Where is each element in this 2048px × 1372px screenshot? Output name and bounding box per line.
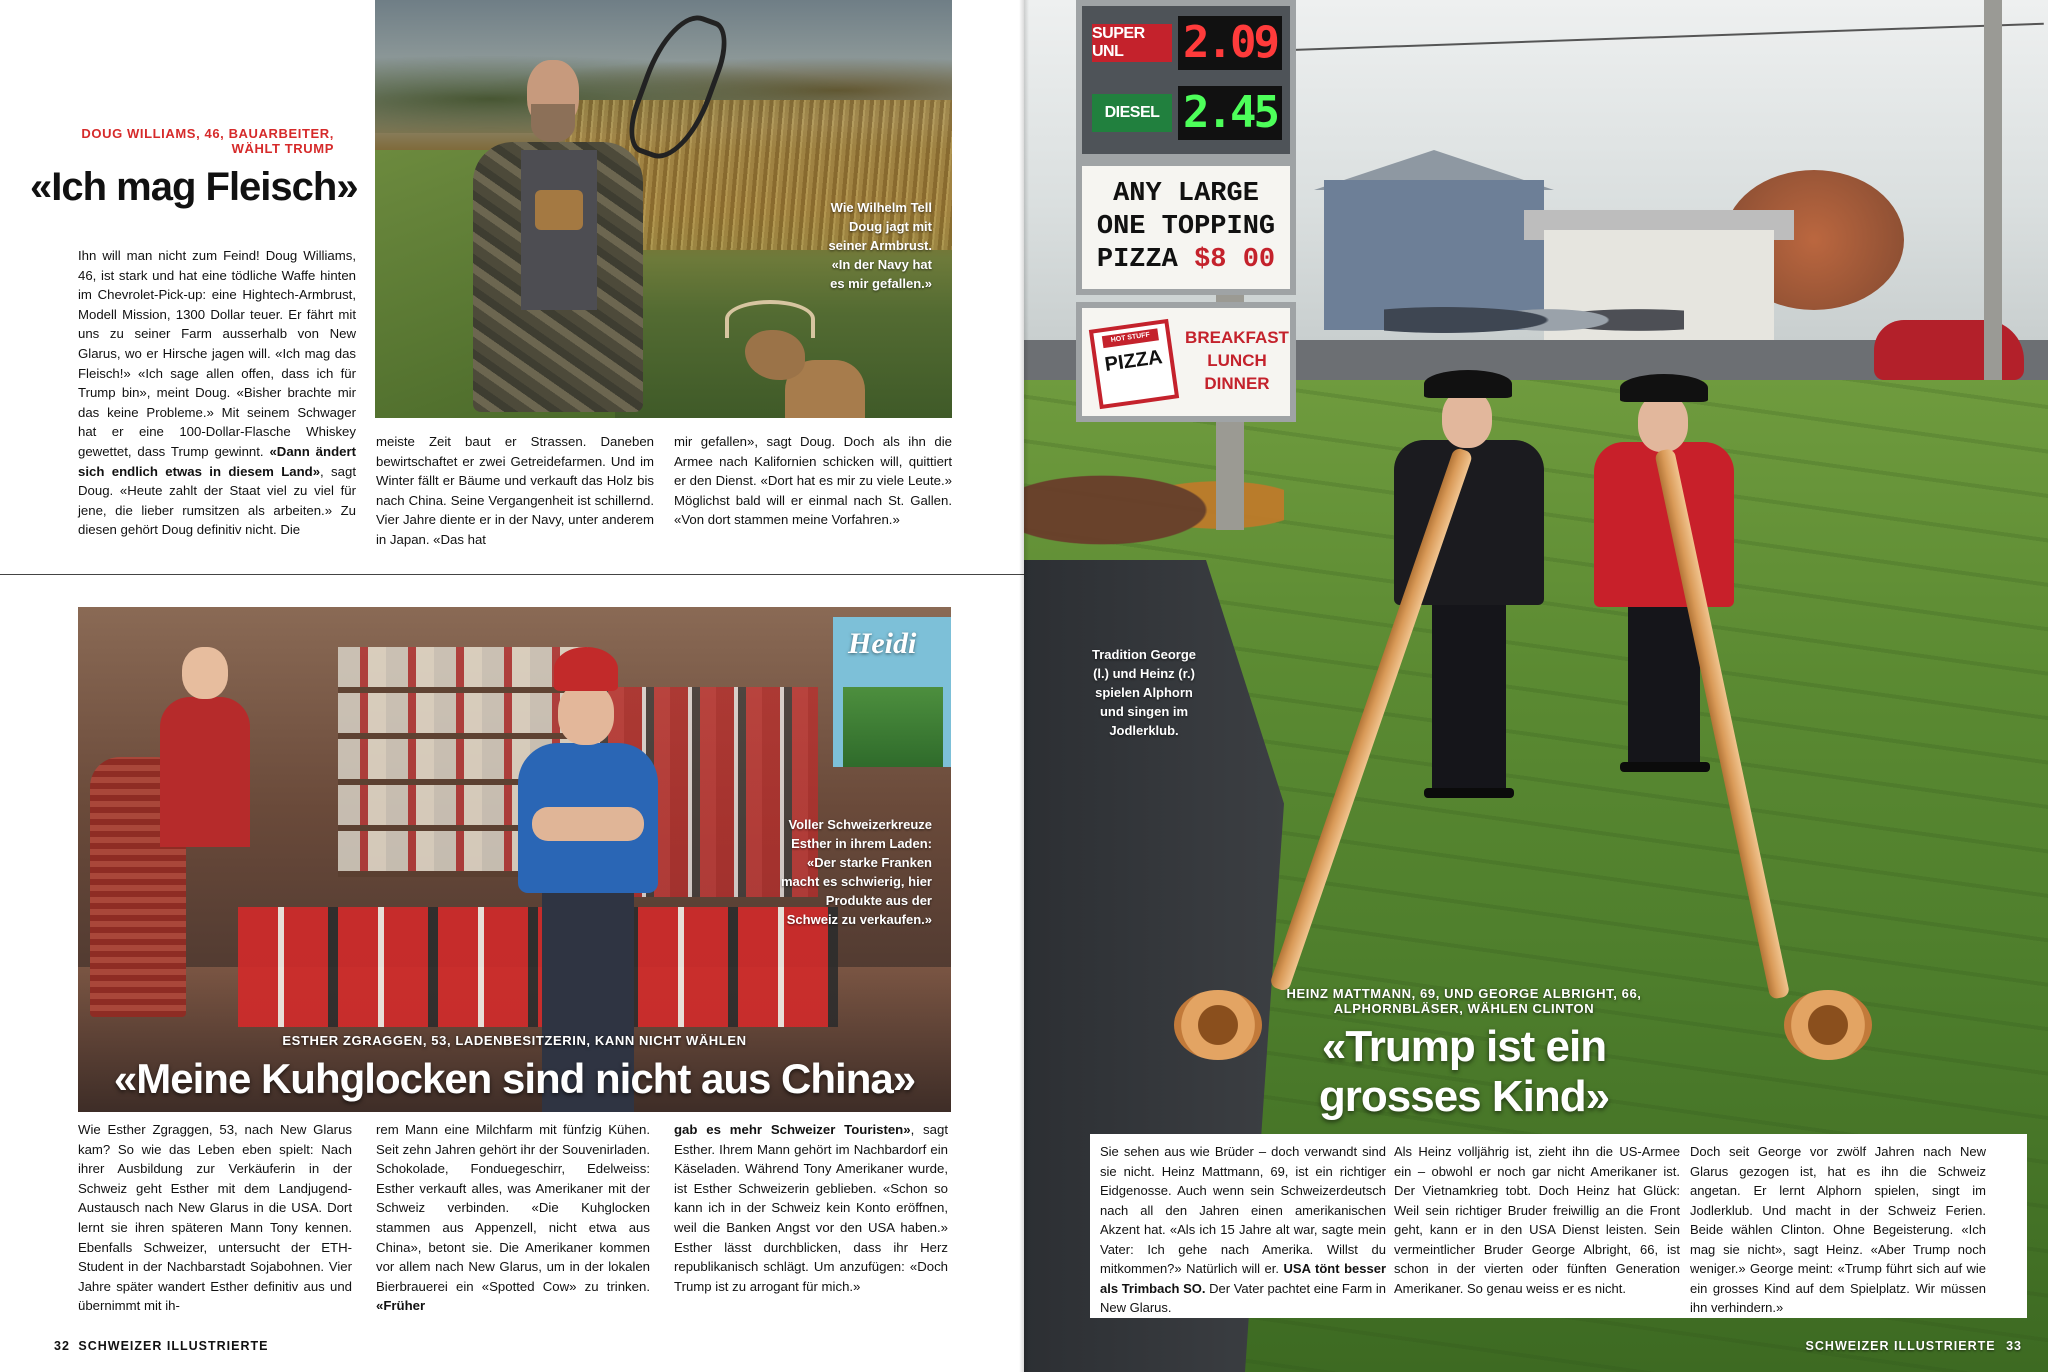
doug-column-1: [78, 246, 356, 540]
player-left-head: [1442, 390, 1492, 448]
esther-kicker: ESTHER ZGRAGGEN, 53, LADENBESITZERIN, KANN NICHT WÄHLEN: [282, 1033, 747, 1048]
unleaded-label: SUPER UNL: [1092, 24, 1172, 62]
marquee-line-3: [1088, 244, 1284, 277]
flower-bed: [1024, 450, 1284, 550]
player-left-trousers: [1432, 585, 1506, 790]
alphorn-kicker: [1254, 986, 1674, 1016]
pizza-logo-word: PIZZA: [1103, 346, 1164, 376]
deer-decoy: [715, 300, 865, 418]
doug-kicker-line2: WÄHLT TRUMP: [231, 141, 334, 156]
marquee-pizza-word: PIZZA: [1096, 245, 1178, 275]
player-left-hat: [1424, 370, 1512, 398]
esther-col3-text: , sagt Esther. Ihrem Mann gehört im Nachbardorf ein Käseladen. Während Tony Amerikaner wurde, ist Esther Schweizerin geblieben. «Schon so kann ich in der Schweiz kein Konto eröffnen, weil die Banken Angst vor den USA haben.» Esther lässt durchblicken, dass ihr Herz republikanisch schlägt. Um anzufügen: «Doch Trump ist zu arrogant für mich.»: [674, 1122, 948, 1294]
spine-gutter: [1019, 0, 1029, 1372]
pizza-logo: [1089, 319, 1179, 409]
gas-price-sign: [1076, 0, 1296, 160]
marquee-line-1: ANY LARGE: [1113, 179, 1259, 209]
unleaded-price: 2.09: [1178, 16, 1282, 70]
doug-column-3: mir gefallen», sagt Doug. Doch als ihn die Armee nach Kalifornien schicken will, quittiert er den Dienst. «Dort hat es mir zu viele Leute.» Möglichst bald will er einmal nach St. Gallen. «Von dort stammen meine Vorfahren.»: [674, 434, 952, 528]
esther-col2-text: rem Mann eine Milchfarm mit fünfzig Kühen. Seit zehn Jahren gehört ihr der Souvenirladen. Schokolade, Fonduegeschirr, Edelweiss: Esther verkauft alles, was Amerikaner mit der Schweiz verbinden. «Die Kuhglocken stammen aus Appenzell, nicht etwa aus China», betont sie. Die Amerikaner kommen vor allem nach New Glarus, um in der lokalen Bierbrauerei ein «Spotted Cow» zu trinken.: [376, 1122, 650, 1294]
shop-assistant-figure: [160, 647, 250, 847]
diesel-label: DIESEL: [1092, 94, 1172, 132]
doug-kicker-line1: DOUG WILLIAMS, 46, BAUARBEITER,: [81, 126, 334, 141]
unleaded-price-row: [1092, 16, 1282, 70]
doug-column-2: meiste Zeit baut er Strassen. Daneben bewirtschaftet er zwei Getreidefarmen. Und im Winter fällt er Bäume und verkauft das Holz bis nach China. Seine Vergangenheit ist schillernd. Vier Jahre diente er in der Navy, unter anderem in Japan. «Das hat: [376, 434, 654, 547]
alphorn-headline: [1254, 1022, 1674, 1122]
doug-photo-caption: Wie Wilhelm Tell Doug jagt mit seiner Armbrust. «In der Navy hat es mir gefallen.»: [828, 200, 932, 291]
hunter-figure: [457, 60, 657, 418]
marquee-price: $8 00: [1194, 245, 1276, 275]
alphorn-kicker-line1: HEINZ MATTMANN, 69, UND GEORGE ALBRIGHT, 66,: [1286, 986, 1642, 1001]
magazine-title-left: SCHWEIZER ILLUSTRIERTE: [78, 1339, 269, 1353]
player-right-shoes: [1620, 762, 1710, 772]
utility-pole: [1984, 0, 2002, 440]
hot-stuff-banner: HOT STUFF: [1102, 328, 1159, 348]
magazine-title-right: SCHWEIZER ILLUSTRIERTE: [1805, 1339, 1996, 1353]
alphorn-headline-line2: grosses Kind»: [1318, 1072, 1610, 1121]
alphorn-bell-right: [1784, 990, 1872, 1060]
esther-column-3: [674, 1120, 948, 1296]
alphorn-col1-text-a: Sie sehen aus wie Brüder – doch verwandt sind sie nicht. Heinz Mattmann, 69, ist ein richtiger Eidgenosse. Auch wenn sein Schweizerdeutsch nach all den Jahren einen amerikanischen Akzent hat. «Als ich 15 Jahre alt war, sagte mein Vater: Ich gehe nach Amerika. Willst du mitkommen?» Natürlich will er.: [1100, 1144, 1386, 1276]
pizza-marquee-sign: [1076, 160, 1296, 295]
esther-column-1: Wie Esther Zgraggen, 53, nach New Glarus kam? So wie das Leben eben spielt: Nach ihrer Ausbildung zur Verkäuferin in der Schweiz geht Esther mit dem Landjugend-Austausch nach New Glarus in die USA. Dort lernt sie ihren späteren Mann Tony kennen. Ebenfalls Schweizer, untersucht der ETH-Student in der Nachbarstadt Sojabohnen. Vier Jahre später wandert Esther definitiv aus und übernimmt mit ih-: [78, 1122, 352, 1314]
tshirt: [521, 150, 597, 310]
folio-left: [54, 1339, 268, 1353]
page-number-right: 33: [2006, 1339, 2022, 1353]
alphorn-column-2: Als Heinz volljährig ist, zieht ihn die US-Armee ein – obwohl er noch gar nicht Amerikaner ist. Der Vietnamkrieg tobt. Doch Heinz hat Glück: Weil sein richtiger Bruder freiwillig an die Front geht, kann er in den USA Dienst leisten. Sein vermeintlicher Bruder George Albright, 66, ist schon in der vierten oder fünften Generation Amerikaner. So genau weiss er es nicht.: [1394, 1144, 1680, 1296]
beard: [531, 104, 575, 142]
assistant-head: [182, 647, 228, 699]
doug-kicker: [42, 126, 334, 156]
marquee-line-2: ONE TOPPING: [1096, 212, 1276, 242]
player-right-head: [1638, 394, 1688, 452]
hot-stuff-pizza-sign: [1076, 302, 1296, 422]
assistant-shirt: [160, 697, 250, 847]
alphorn-kicker-line2: ALPHORNBLÄSER, WÄHLEN CLINTON: [1333, 1001, 1595, 1016]
page-number-left: 32: [54, 1339, 70, 1353]
section-divider: [0, 574, 1024, 575]
player-right-hat: [1620, 374, 1708, 402]
esther-column-2: [376, 1120, 650, 1316]
folio-right: [1806, 1339, 2022, 1353]
meal-lunch: LUNCH: [1207, 351, 1267, 370]
antler: [725, 300, 815, 338]
esther-head: [558, 683, 614, 745]
doug-photo: [375, 0, 952, 418]
player-left-shoes: [1424, 788, 1514, 798]
alphorn-headline-line1: «Trump ist ein: [1321, 1022, 1607, 1071]
esther-headline: «Meine Kuhglocken sind nicht aus China»: [113, 1055, 916, 1102]
meal-breakfast: BREAKFAST: [1185, 328, 1289, 347]
alphorn-col1-quote: USA tönt besser als Trimbach SO.: [1100, 1261, 1386, 1296]
diesel-price-row: [1092, 86, 1282, 140]
alphorn-column-1: [1100, 1142, 1386, 1318]
diesel-price: 2.45: [1178, 86, 1282, 140]
meal-dinner: DINNER: [1204, 374, 1270, 393]
esther-col2-quote: «Früher: [376, 1298, 426, 1314]
right-page: [1024, 0, 2048, 1372]
alphorn-column-3: Doch seit George vor zwölf Jahren nach New Glarus gezogen ist, hat es ihn die Schweiz angetan. Er lernt Alphorn spielen, singt im Jodlerklub. Und macht in der Schweiz Ferien. Beide wählen Clinton. Ohne Begeisterung. «Ich mag sie nicht», sagt Heinz. «Aber Trump noch weniger.» George meint: «Trump führt sich auf wie ein grosses Kind auf dem Spielplatz. Wir müssen ihn verhindern.»: [1690, 1144, 1986, 1315]
alphorn-col1-text-b: Der Vater pachtet eine Farm in New Glarus.: [1100, 1280, 1386, 1315]
doug-col1-text-a: Ihn will man nicht zum Feind! Doug Williams, 46, ist stark und hat eine tödliche Waffe hinten im Chevrolet-Pick-up: eine Hightech-Armbrust, Modell Mission, 1300 Dollar teuer. Er fährt mit uns zu seiner Farm ausserhalb von New Glarus, wo er Hirsche jagen will. «Ich mag das Fleisch!» «Ich sage allen offen, dass ich für Trump bin», meint Doug. «Bisher brachte mir das keine Probleme.» Mit seinem Schwager hat er eine 100-Dollar-Flasche Whiskey gewettet, dass Trump gewinnt.: [78, 248, 356, 459]
esther-photo-caption: Voller Schweizerkreuze Esther in ihrem Laden: «Der starke Franken macht es schwierig, hier Produkte aus der Schweiz zu verkaufen.»: [780, 817, 932, 927]
doug-col1-quote: «Dann ändert sich endlich etwas in diesem Land»: [78, 443, 356, 479]
esther-col3-quote: gab es mehr Schweizer Touristen»: [674, 1122, 911, 1137]
parked-cars: [1384, 290, 1684, 350]
doug-headline: «Ich mag Fleisch»: [30, 165, 358, 209]
alphorn-bell-left: [1174, 990, 1262, 1060]
doug-col1-text-b: , sagt Doug. «Heute zahlt der Staat viel zu viel für jene, die lieber rumsitzen als arbeiten.» Zu diesen gehört Doug definitiv nicht. Die: [78, 463, 356, 538]
alphorn-photo-caption: Tradition George (l.) und Heinz (r.) spielen Alphorn und singen im Jodlerklub.: [1091, 647, 1196, 738]
red-beanie: [554, 647, 618, 691]
heidi-poster-title: Heidi: [848, 627, 917, 660]
meal-list: [1182, 326, 1292, 395]
esther-crossed-arms: [532, 807, 644, 841]
